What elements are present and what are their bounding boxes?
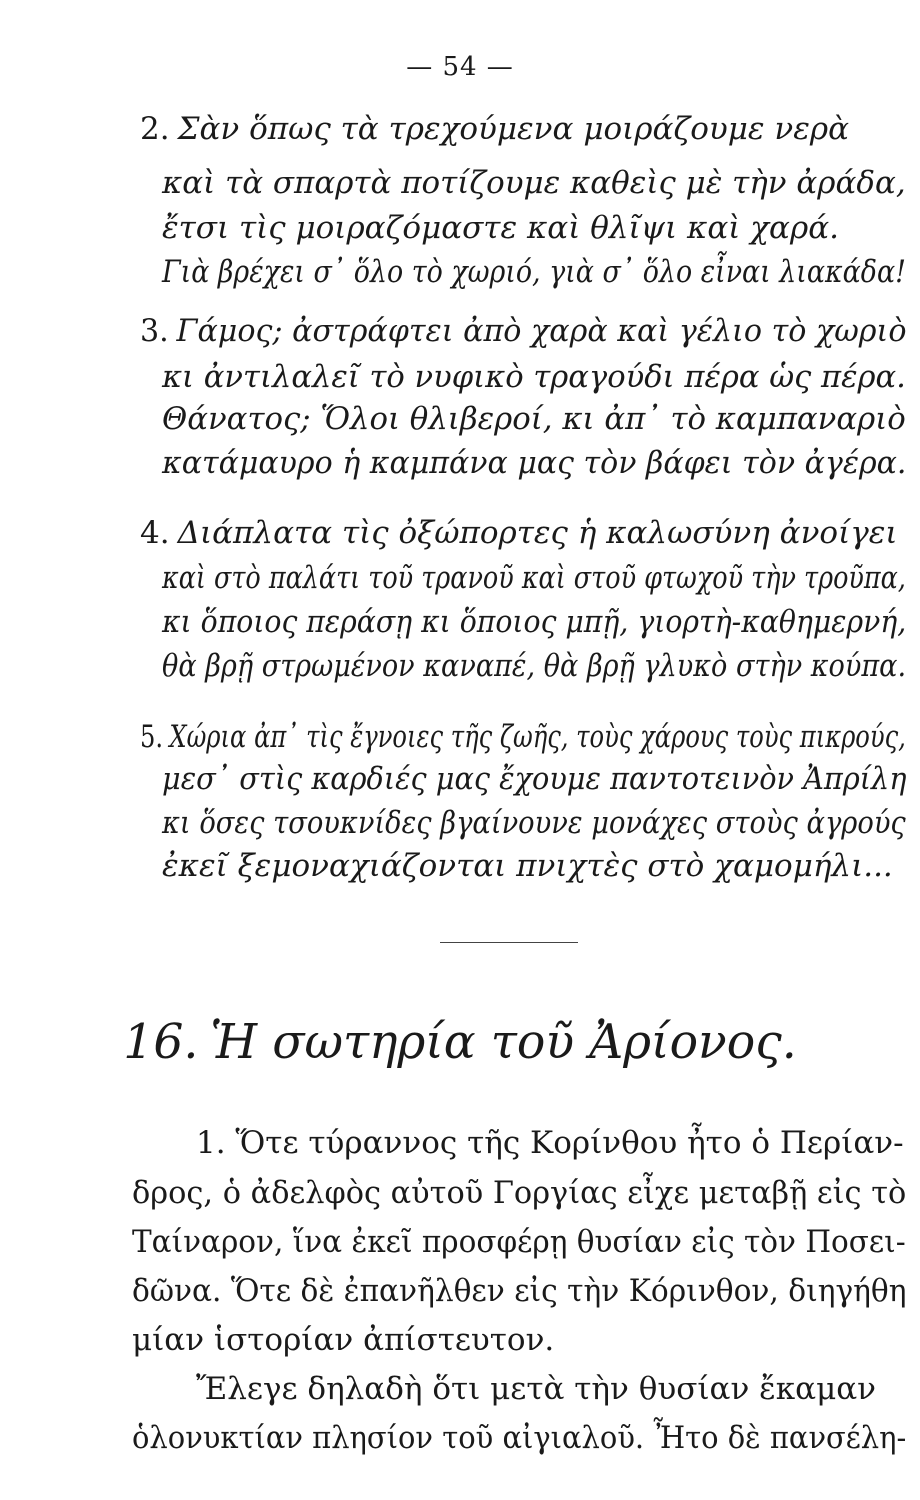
verse-text: Διάπλατα τὶς ὀξώπορτες ἡ καλωσύνη ἀνοίγει (177, 515, 898, 551)
prose-line: Ἔλεγε δηλαδὴ ὅτι μετὰ τὴν θυσίαν ἔκαμαν (196, 1371, 877, 1407)
prose-line: 1. Ὅτε τύραννος τῆς Κορίνθου ἦτο ὁ Περίαν- (196, 1125, 904, 1161)
verse-line (140, 313, 907, 349)
verse-line: καὶ τὰ σπαρτὰ ποτίζουμε καθεὶς μὲ τὴν ἀράδα, (162, 165, 906, 201)
verse-line: θὰ βρῇ στρωμένον καναπέ, θὰ βρῇ γλυκὸ στὴν κούπα. (162, 648, 907, 684)
prose-line: δῶνα. Ὅτε δὲ ἐπανῆλθεν εἰς τὴν Κόρινθον, διηγήθη (132, 1273, 907, 1309)
verse-line: Γιὰ βρέχει σ᾽ ὅλο τὸ χωριό, γιὰ σ᾽ ὅλο εἶναι λιακάδα! (162, 254, 906, 290)
verse-line: καὶ στὸ παλάτι τοῦ τρανοῦ καὶ στοῦ φτωχοῦ τὴν τροῦπα, (162, 560, 906, 596)
verse-text: Σὰν ὅπως τὰ τρεχούμενα μοιράζουμε νερὰ (177, 111, 850, 147)
section-heading (7, 1014, 913, 1070)
verse-line: ἔτσι τὶς μοιραζόμαστε καὶ θλῖψι καὶ χαρά. (162, 210, 840, 246)
verse-text: Χώρια ἀπ᾽ τὶς ἔγνοιες τῆς ζωῆς, τοὺς χάρους τοὺς πικρούς, (169, 719, 906, 755)
verse-line (140, 111, 850, 147)
verse-line: κατάμαυρο ἡ καμπάνα μας τὸν βάφει τὸν ἀγέρα. (162, 445, 907, 481)
stanza-number: 2. (140, 111, 170, 147)
verse-line: ἐκεῖ ξεμοναχιάζονται πνιχτὲς στὸ χαμομήλι... (162, 848, 893, 884)
stanza-number: 3. (140, 313, 169, 349)
section-number: 16. (123, 1014, 199, 1070)
verse-text: Γάμος; ἀστράφτει ἀπὸ χαρὰ καὶ γέλιο τὸ χωριὸ (176, 313, 907, 349)
page-number: — 54 — (406, 52, 514, 82)
stanza-number: 5. (140, 719, 164, 755)
verse-line (140, 719, 906, 755)
verse-line (140, 515, 898, 551)
verse-line: κι ἀντιλαλεῖ τὸ νυφικὸ τραγούδι πέρα ὡς πέρα. (162, 359, 906, 395)
stanza-number: 4. (140, 515, 170, 551)
verse-line: Θάνατος; Ὅλοι θλιβεροί, κι ἀπ᾽ τὸ καμπαναριὸ (162, 401, 906, 437)
section-title: Ἡ σωτηρία τοῦ Ἀρίονος. (210, 1014, 797, 1070)
verse-line: κι ὅποιος περάσῃ κι ὅποιος μπῇ, γιορτὴ-καθημερνή, (162, 604, 907, 640)
prose-line: ὁλονυκτίαν πλησίον τοῦ αἰγιαλοῦ. Ἦτο δὲ πανσέλη- (132, 1420, 907, 1456)
verse-line: κι ὅσες τσουκνίδες βγαίνουνε μονάχες στοὺς ἀγρούς (162, 805, 906, 841)
verse-line: μεσ᾽ στὶς καρδιές μας ἔχουμε παντοτεινὸν Ἀπρίλη (162, 761, 907, 797)
section-divider (440, 942, 578, 943)
prose-line: μίαν ἱστορίαν ἀπίστευτον. (132, 1322, 555, 1358)
prose-line: δρος, ὁ ἀδελφὸς αὐτοῦ Γοργίας εἶχε μεταβῇ εἰς τὸ (132, 1175, 907, 1211)
prose-line: Ταίναρον, ἵνα ἐκεῖ προσφέρῃ θυσίαν εἰς τὸν Ποσει- (132, 1224, 906, 1260)
